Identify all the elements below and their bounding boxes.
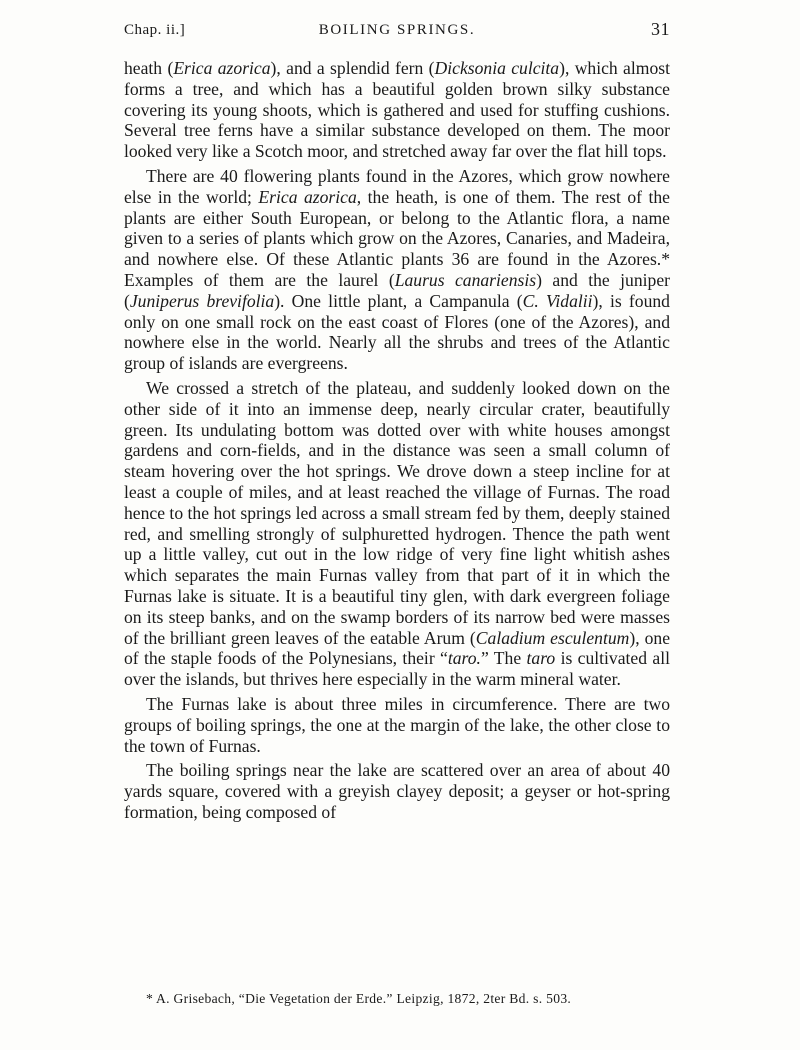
italic-text: taro: [526, 648, 556, 669]
italic-text: Caladium esculentum: [475, 627, 630, 648]
text-run: We crossed a stretch of the plateau, and suddenly looked down on the other side of it into an immense deep, nearly circular crater, beautifully green. Its undulating bottom was dotted over with white houses amongst gardens and corn-fields, and in the distance was seen a small column of steam hovering over the hot springs. We drove down a steep incline for at least a couple of miles, and at least reached the village of Furnas. The road hence to the hot springs led across a small stream fed by them, deeply stained red, and smelling strongly of sulphuretted hydrogen. Thence the path went up a little valley, cut out in the low ridge of very fine light whitish ashes which separates the main Furnas valley from that part of it in which the Furnas lake is situate. It is a beautiful tiny glen, with dark evergreen foliage on its steep banks, and on the swamp borders of its narrow bed were masses of the brilliant green leaves of the eatable Arum (: [124, 377, 670, 648]
paragraph: [124, 694, 670, 756]
footnote: * A. Grisebach, “Die Vegetation der Erde.” Leipzig, 1872, 2ter Bd. s. 503.: [146, 991, 572, 1006]
text-run: ). One little plant, a Campanula (: [274, 290, 523, 311]
italic-text: Erica azorica: [173, 58, 271, 78]
text-run: , the heath, is one of them. The rest of the plants are either South European, or belong to the Atlantic flora, a name given to a series of plants which grow on the Azores, Canaries, and Madeira, and nowhere else. Of these Atlantic plants 36 are found in the Azores.* Examples of them are the laurel (: [124, 186, 670, 290]
text-run: The Furnas lake is about three miles in circumference. There are two groups of boiling springs, the one at the margin of the lake, the other close to the town of Furnas.: [124, 693, 670, 756]
text-run: There are 40 flowering plants found in the Azores, which grow nowhere else in the world;: [124, 165, 670, 207]
text-run: ), one of the staple foods of the Polynesians, their “: [124, 627, 671, 669]
text-run: ), and a splendid fern (: [270, 58, 435, 78]
text-run: is cultivated all over the islands, but thrives here especially in the warm mineral water.: [124, 648, 670, 690]
italic-text: Laurus canariensis: [394, 269, 537, 290]
italic-text: taro.: [447, 648, 481, 669]
body-text: [124, 58, 670, 827]
paragraph: [124, 166, 670, 374]
italic-text: Erica azorica: [258, 186, 357, 207]
chapter-label: Chap. ii.]: [124, 22, 186, 38]
paragraph: [124, 760, 670, 822]
text-run: ), is found only on one small rock on the east coast of Flores (one of the Azores), and nowhere else in the world. Nearly all the shrubs and trees of the Atlantic group of islands are evergreens.: [124, 290, 670, 374]
text-run: ), which almost forms a tree, and which has a beautiful golden brown silky substance covering its young shoots, which is gathered and used for stuffing cushions. Several tree ferns have a similar substance developed on them. The moor looked very like a Scotch moor, and stretched away far over the flat hill tops.: [124, 58, 670, 162]
page-number: 31: [651, 19, 670, 39]
text-run: ) and the juniper (: [124, 269, 671, 311]
running-head: [124, 19, 670, 44]
text-run: ” The: [480, 648, 527, 669]
italic-text: C. Vidalii: [522, 290, 593, 311]
text-run: heath (: [124, 58, 174, 78]
paragraph: [124, 378, 670, 690]
italic-text: Dicksonia culcita: [434, 58, 560, 78]
paragraph: [124, 58, 670, 162]
text-run: The boiling springs near the lake are scattered over an area of about 40 yards square, covered with a greyish clayey deposit; a geyser or hot-spring formation, being composed of: [124, 760, 670, 822]
italic-text: Juniperus brevifolia: [129, 290, 275, 311]
running-title: BOILING SPRINGS.: [318, 22, 476, 38]
